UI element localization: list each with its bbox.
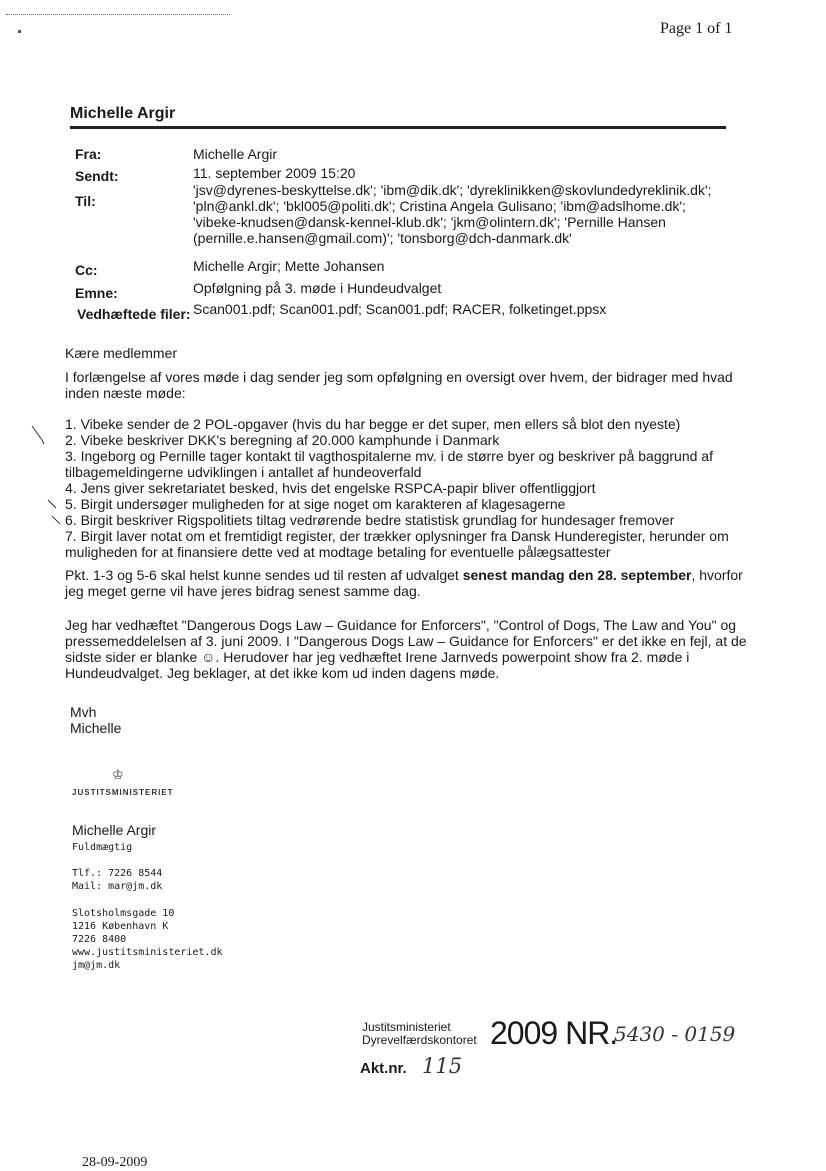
page-number: Page 1 of 1 (660, 20, 733, 37)
list-item: 4. Jens giver sekretariatet besked, hvis det engelske RSPCA-papir bliver offentliggjort (65, 480, 596, 496)
check-marks (30, 418, 70, 533)
closing-greeting: Mvh (70, 704, 97, 720)
signature-phone: Tlf.: 7226 8544 (72, 868, 163, 879)
signature-address (72, 907, 223, 972)
subject-label: Emne: (75, 285, 118, 301)
to-line: (pernille.e.hansen@gmail.com)'; 'tonsborg@dch-danmark.dk' (193, 230, 572, 246)
address-line: jm@jm.dk (72, 960, 121, 971)
intro-line: I forlængelse af vores møde i dag sender jeg som opfølgning en oversigt over hvem, der bidrager med hvad (65, 369, 733, 385)
registry-stamp-number (490, 1015, 617, 1052)
list-item: 6. Birgit beskriver Rigspolitiets tiltag vedrørende bedre statistisk grundlag for hundesager fremover (65, 512, 675, 528)
intro-line: inden næste møde: (65, 385, 186, 401)
address-line: 7226 8400 (72, 934, 127, 945)
cc-value: Michelle Argir; Mette Johansen (193, 258, 385, 274)
sent-label: Sendt: (75, 168, 119, 184)
list-item: 7. Birgit laver notat om et fremtidigt register, der trækker oplysninger fra Dansk Hunderegister, herunder om (65, 528, 729, 544)
attachments-paragraph (65, 617, 747, 681)
list-item: muligheden for at finansiere dette ved at modtage betaling for eventuelle pålægsattester (65, 544, 611, 560)
attachments-value: Scan001.pdf; Scan001.pdf; Scan001.pdf; RACER, folketinget.ppsx (193, 301, 607, 317)
stamp-nr-label: NR. (565, 1015, 618, 1051)
to-line: 'jsv@dyrenes-beskyttelse.dk'; 'ibm@dik.dk'; 'dyreklinikken@skovlundedyreklinik.dk'; (193, 182, 712, 198)
action-list (65, 416, 729, 560)
sender-heading: Michelle Argir (70, 105, 176, 122)
intro-paragraph (65, 369, 733, 401)
cc-label: Cc: (75, 262, 98, 278)
deadline-paragraph (65, 567, 743, 599)
from-label: Fra: (75, 146, 102, 162)
signature-contact (72, 867, 162, 893)
scan-mark (18, 30, 21, 33)
attachments-label: Vedhæftede filer: (77, 306, 191, 322)
list-item: 5. Birgit undersøger muligheden for at sige noget om karakteren af klagesagerne (65, 496, 566, 512)
list-item: tilbagemeldingerne udviklingen i antallet af hundeoverfald (65, 464, 422, 480)
deadline-line: jeg meget gerne vil have jeres bidrag senest samme dag. (65, 583, 421, 599)
registry-stamp-office: Justitsministeriet Dyrevelfærdskontoret (362, 1020, 477, 1047)
check-mark (32, 426, 44, 444)
list-item: 3. Ingeborg og Pernille tager kontakt til vagthospitalerne mv. i de større byer og beskriver på baggrund af (65, 448, 713, 464)
signature-title: Fuldmægtig (72, 842, 133, 853)
sent-value: 11. september 2009 15:20 (193, 165, 356, 181)
to-value (193, 182, 712, 246)
greeting: Kære medlemmer (65, 345, 178, 361)
address-line: www.justitsministeriet.dk (72, 947, 223, 958)
to-line: 'vibeke-knudsen@dansk-kennel-klub.dk'; 'jkm@olintern.dk'; 'Pernille Hansen (193, 214, 666, 230)
paragraph-line: pressemeddelelsen af 3. juni 2009. I "Dangerous Dogs Law – Guidance for Enforcers" er det ikke en fejl, at de (65, 633, 747, 649)
scan-dotted-line (6, 14, 230, 15)
paragraph-line: Jeg har vedhæftet "Dangerous Dogs Law – Guidance for Enforcers", "Control of Dogs, The Law and You" og (65, 617, 737, 633)
header-rule (70, 126, 726, 129)
akt-label: Akt.nr. (360, 1060, 407, 1077)
deadline-text-end: , hvorfor (691, 567, 743, 583)
akt-number: 115 (422, 1054, 463, 1078)
signature-mail: Mail: mar@jm.dk (72, 881, 163, 892)
stamp-case-number: 5430 - 0159 (614, 1022, 736, 1046)
paragraph-line: Hundeudvalget. Jeg beklager, at det ikke kom ud inden dagens møde. (65, 665, 500, 681)
stamp-year: 2009 (490, 1015, 558, 1051)
paragraph-line: sidste sider er blanke ☺. Herudover har jeg vedhæftet Irene Jarnveds powerpoint show fra 2. møde i (65, 649, 690, 665)
signature-name: Michelle Argir (72, 822, 157, 838)
list-item: 1. Vibeke sender de 2 POL-opgaver (hvis du har begge er det super, men ellers så blot den nyeste) (65, 416, 681, 432)
closing (70, 704, 121, 736)
to-line: 'pln@ankl.dk'; 'bkl005@politi.dk'; Cristina Angela Gulisano; 'ibm@adslhome.dk'; (193, 198, 686, 214)
deadline-text: Pkt. 1-3 og 5-6 skal helst kunne sendes ud til resten af udvalget (65, 567, 463, 583)
from-value: Michelle Argir (193, 146, 278, 162)
closing-name: Michelle (70, 720, 122, 736)
check-mark (48, 500, 56, 508)
to-label: Til: (75, 193, 96, 209)
subject-value: Opfølgning på 3. møde i Hundeudvalget (193, 280, 442, 296)
address-line: Slotsholmsgade 10 (72, 908, 175, 919)
crown-icon: ♔ (112, 767, 124, 782)
check-mark (52, 516, 60, 524)
ministry-logo: JUSTITSMINISTERIET (72, 788, 174, 797)
footer-date: 28-09-2009 (82, 1155, 148, 1170)
list-item: 2. Vibeke beskriver DKK's beregning af 20.000 kamphunde i Danmark (65, 432, 500, 448)
deadline-date: senest mandag den 28. september (462, 567, 692, 583)
address-line: 1216 København K (72, 921, 169, 932)
